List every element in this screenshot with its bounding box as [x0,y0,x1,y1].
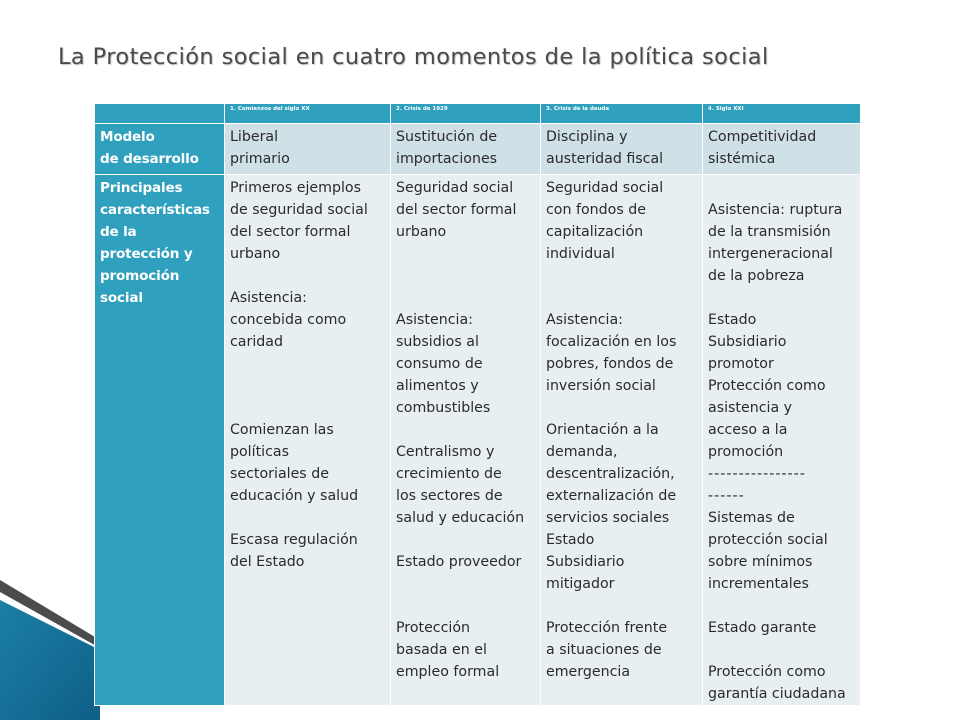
text-line: de la transmisión [708,224,831,240]
text-line: Principales [100,180,183,196]
text-line: asistencia y [708,400,793,416]
text-line: Estado proveedor [396,554,522,570]
text-line: Subsidiario [546,554,625,570]
text-line: pobres, fondos de [546,356,674,372]
text-line: intergeneracional [708,246,833,262]
comparison-table [94,103,861,706]
header-cell-empty [95,104,225,124]
text-line: Escasa regulación [230,532,358,548]
text-line: sectoriales de [230,466,329,482]
row-label-modelo [95,124,225,175]
text-line: servicios sociales [546,510,670,526]
cell-caracteristicas-2 [391,175,541,706]
header-row [95,104,861,124]
text-line: primario [230,151,290,167]
header-cell-crisis-deuda: 3. Crisis de la deuda [541,104,703,124]
cell-caracteristicas-1 [225,175,391,706]
text-line: de desarrollo [100,151,199,167]
text-line: características [100,202,210,218]
text-line: de la pobreza [708,268,805,284]
text-line: social [100,290,143,306]
text-line: Disciplina y [546,129,628,145]
text-line: Asistencia: [230,290,307,306]
text-line: de seguridad social [230,202,368,218]
dashed-separator: ---------------- [708,466,806,482]
cell-caracteristicas-4 [703,175,861,706]
text-line: crecimiento de [396,466,502,482]
text-line: Estado garante [708,620,817,636]
text-line: subsidios al [396,334,479,350]
text-line: Protección [396,620,471,636]
text-line: inversión social [546,378,656,394]
text-line: Comienzan las [230,422,334,438]
text-line: educación y salud [230,488,359,504]
dashed-separator: ------ [708,488,745,504]
text-line: Sistemas de [708,510,795,526]
text-line: garantía ciudadana [708,686,846,702]
text-line: Subsidiario [708,334,787,350]
text-line: focalización en los [546,334,677,350]
text-line: protección y [100,246,193,262]
text-line: mitigador [546,576,615,592]
text-line: austeridad fiscal [546,151,664,167]
text-line: combustibles [396,400,491,416]
text-line: promotor [708,356,774,372]
cell-modelo-2 [391,124,541,175]
text-line: sistémica [708,151,776,167]
text-line: concebida como [230,312,347,328]
text-line: emergencia [546,664,631,680]
text-line: descentralización, [546,466,675,482]
text-line: sobre mínimos [708,554,813,570]
text-line: Estado [708,312,757,328]
text-line: urbano [396,224,447,240]
text-line: Asistencia: [396,312,473,328]
text-line: externalización de [546,488,677,504]
cell-modelo-3 [541,124,703,175]
text-line: del Estado [230,554,305,570]
cell-modelo-1 [225,124,391,175]
text-line: Asistencia: [546,312,623,328]
text-line: demanda, [546,444,618,460]
text-line: protección social [708,532,828,548]
text-line: urbano [230,246,281,262]
row-label-caracteristicas [95,175,225,706]
row-modelo [95,124,861,175]
text-line: Seguridad social [396,180,514,196]
text-line: capitalización [546,224,644,240]
text-line: a situaciones de [546,642,662,658]
slide-title: La Protección social en cuatro momentos de la política social [58,44,769,70]
text-line: Competitividad [708,129,817,145]
cell-modelo-4 [703,124,861,175]
header-cell-siglo-xxi: 4. Siglo XXI [703,104,861,124]
text-line: basada en el [396,642,487,658]
text-line: incrementales [708,576,809,592]
text-line: Protección como [708,664,826,680]
text-line: Liberal [230,129,279,145]
text-line: Estado [546,532,595,548]
text-line: acceso a la [708,422,788,438]
text-line: con fondos de [546,202,646,218]
text-line: del sector formal [230,224,351,240]
text-line: Protección como [708,378,826,394]
cell-caracteristicas-3 [541,175,703,706]
text-line: Centralismo y [396,444,495,460]
row-caracteristicas [95,175,861,706]
text-line: alimentos y [396,378,479,394]
text-line: Protección frente [546,620,668,636]
text-line: del sector formal [396,202,517,218]
text-line: individual [546,246,615,262]
header-cell-crisis-1929: 2. Crisis de 1929 [391,104,541,124]
text-line: importaciones [396,151,498,167]
text-line: Seguridad social [546,180,664,196]
text-line: promoción [708,444,784,460]
text-line: Asistencia: ruptura [708,202,843,218]
text-line: consumo de [396,356,483,372]
text-line: empleo formal [396,664,500,680]
text-line: políticas [230,444,289,460]
text-line: promoción [100,268,180,284]
header-cell-comienzos: 1. Comienzos del siglo XX [225,104,391,124]
text-line: Orientación a la [546,422,659,438]
text-line: los sectores de [396,488,503,504]
text-line: Sustitución de [396,129,498,145]
text-line: Primeros ejemplos [230,180,361,196]
text-line: salud y educación [396,510,525,526]
text-line: Modelo [100,129,155,145]
text-line: caridad [230,334,283,350]
text-line: de la [100,224,137,240]
corner-decoration [0,580,100,720]
